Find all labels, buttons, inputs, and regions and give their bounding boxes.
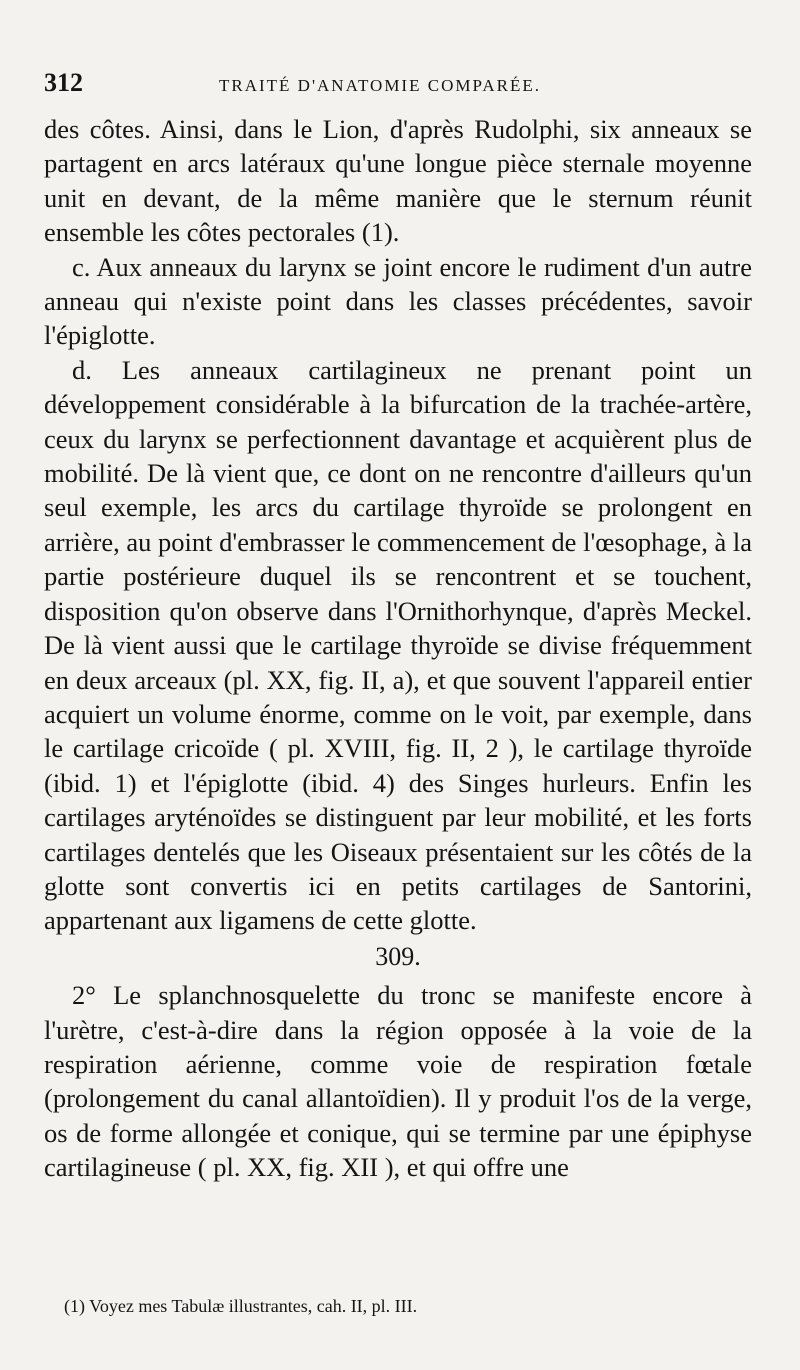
running-title: TRAITÉ D'ANATOMIE COMPARÉE. [219, 76, 541, 95]
body-text [44, 112, 752, 1185]
footnote: (1) Voyez mes Tabulæ illustrantes, cah. II, pl. III. [64, 1296, 418, 1316]
page-number: 312 [44, 68, 83, 97]
paragraph-2: c. Aux anneaux du larynx se joint encore le rudiment d'un autre anneau qui n'existe point dans les classes précédentes, savoir l'épiglotte. [44, 251, 752, 351]
section-number: 309. [375, 941, 421, 971]
paragraph-1: des côtes. Ainsi, dans le Lion, d'après Rudolphi, six anneaux se partagent en arcs latéraux qu'une longue pièce sternale moyenne unit en devant, de la même manière que le sternum réunit ensemble les côtes pectorales (1). [44, 114, 752, 248]
paragraph-4: 2° Le splanchnosquelette du tronc se manifeste encore à l'urètre, c'est-à-dire dans la région opposée à la voie de la respiration aérienne, comme voie de respiration fœtale (prolongement du canal allantoïdien). Il y produit l'os de la verge, os de forme allongée et conique, qui se termine par une épiphyse cartilagineuse ( pl. XX, fig. XII ), et qui offre une [44, 980, 752, 1183]
paragraph-3: d. Les anneaux cartilagineux ne prenant point un développement considérable à la bifurcation de la trachée-artère, ceux du larynx se perfectionnent davantage et acquièrent plus de mobilité. De là vient que, ce dont on ne rencontre d'ailleurs qu'un seul exemple, les arcs du cartilage thyroïde se prolongent en arrière, au point d'embrasser le commencement de l'œsophage, à la partie postérieure duquel ils se rencontrent et se touchent, disposition qu'on observe dans l'Ornithorhynque, d'après Meckel. De là vient aussi que le cartilage thyroïde se divise fréquemment en deux arceaux (pl. XX, fig. II, a), et que souvent l'appareil entier acquiert un volume énorme, comme on le voit, par exemple, dans le cartilage cricoïde ( pl. XVIII, fig. II, 2 ), le cartilage thyroïde (ibid. 1) et l'épiglotte (ibid. 4) des Singes hurleurs. Enfin les cartilages aryténoïdes se distinguent par leur mobilité, et les forts cartilages dentelés que les Oiseaux présentaient sur les côtés de la glotte sont convertis ici en petits cartilages de Santorini, appartenant aux ligamens de cette glotte. [44, 354, 752, 936]
running-head [44, 68, 752, 112]
